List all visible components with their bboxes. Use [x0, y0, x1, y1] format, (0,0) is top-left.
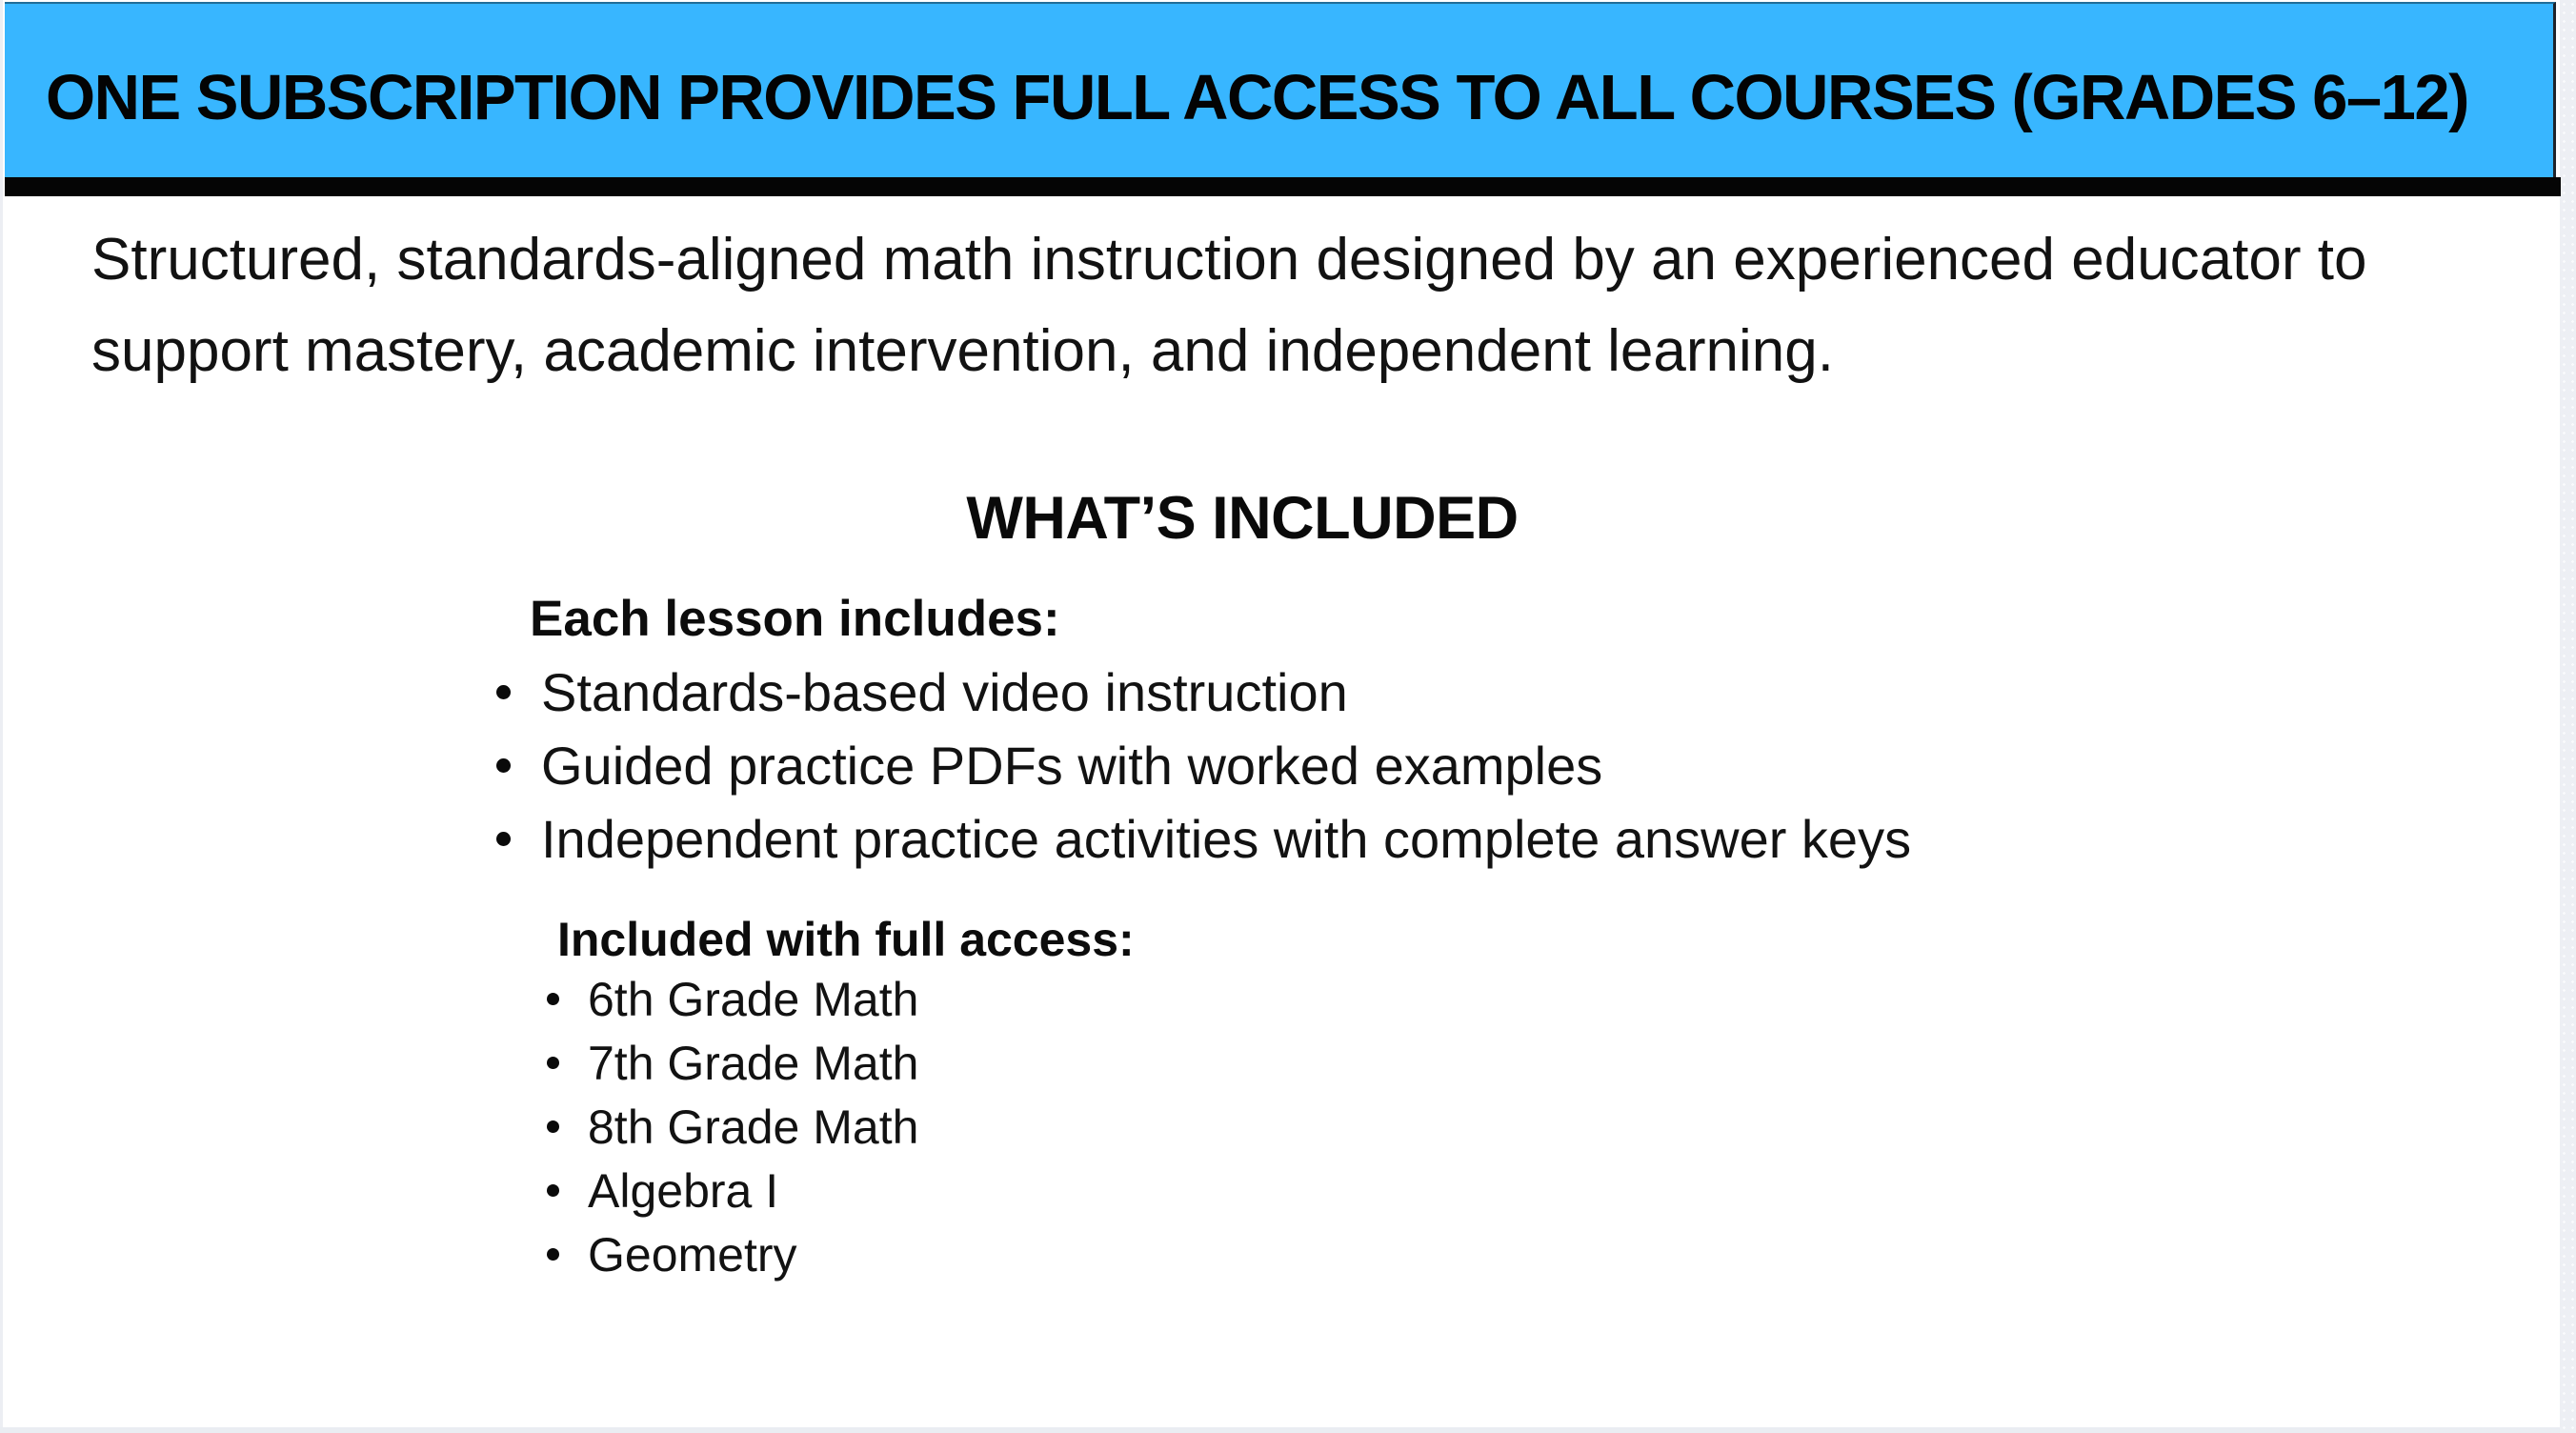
intro-line-1: Structured, standards-aligned math instruction designed by an experienced educator to	[91, 227, 2367, 293]
intro-paragraph	[91, 214, 2366, 397]
list-item	[496, 729, 1911, 802]
bullet-icon	[547, 1248, 559, 1261]
lesson-group-label: Each lesson includes:	[530, 591, 1060, 647]
banner-underline-bar	[5, 177, 2561, 196]
viewer-gutter	[2560, 0, 2576, 1433]
bullet-icon	[496, 685, 511, 699]
list-item-label: Independent practice activities with complete answer keys	[541, 809, 1912, 869]
list-item-label: Algebra I	[588, 1163, 779, 1218]
page-bottom-edge	[0, 1427, 2561, 1433]
list-item	[496, 656, 1911, 729]
list-item-label: 6th Grade Math	[588, 972, 919, 1026]
bullet-icon	[496, 758, 511, 773]
list-item	[547, 1031, 918, 1095]
full-access-course-list	[547, 967, 918, 1286]
intro-line-2: support mastery, academic intervention, and independent learning.	[91, 318, 1834, 384]
list-item-label: Guided practice PDFs with worked examples	[541, 736, 1603, 796]
list-item-label: Geometry	[588, 1227, 797, 1282]
bullet-icon	[496, 832, 511, 846]
banner-title: ONE SUBSCRIPTION PROVIDES FULL ACCESS TO ALL COURSES (GRADES 6–12)	[46, 61, 2468, 133]
list-item-label: 8th Grade Math	[588, 1100, 919, 1154]
bullet-icon	[547, 1057, 559, 1069]
bullet-icon	[547, 1184, 559, 1197]
page-left-edge	[0, 0, 3, 1433]
list-item-label: Standards-based video instruction	[541, 662, 1348, 722]
list-item	[547, 1159, 918, 1222]
list-item	[547, 1095, 918, 1159]
list-item	[547, 967, 918, 1031]
lesson-includes-list	[496, 656, 1911, 876]
list-item	[496, 802, 1911, 876]
list-item	[547, 1222, 918, 1286]
whats-included-heading: WHAT’S INCLUDED	[966, 485, 1519, 552]
list-item-label: 7th Grade Math	[588, 1036, 919, 1090]
bullet-icon	[547, 993, 559, 1005]
access-group-label: Included with full access:	[557, 913, 1135, 966]
bullet-icon	[547, 1120, 559, 1133]
title-banner	[5, 2, 2556, 177]
